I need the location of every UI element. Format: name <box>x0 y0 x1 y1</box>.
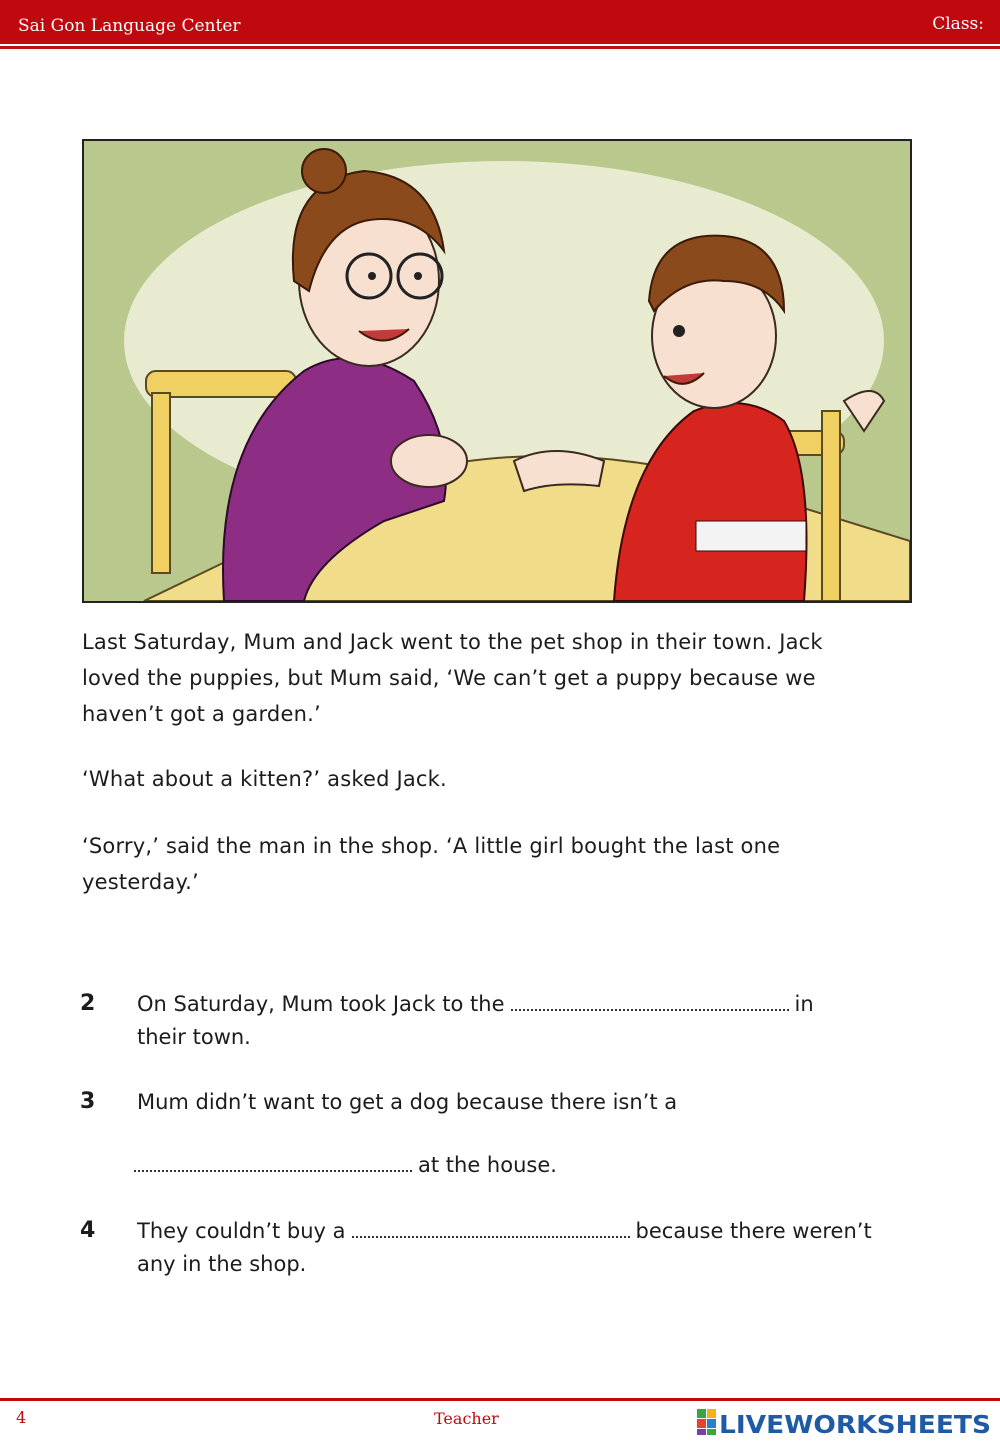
question-text: Mum didn’t want to get a dog because there isn’t a <box>137 1090 678 1114</box>
page-number: 4 <box>16 1408 27 1427</box>
teacher-label: Teacher <box>434 1409 499 1428</box>
header-bar <box>0 0 1000 44</box>
question-3 <box>137 1086 897 1119</box>
story-paragraph-1 <box>82 624 882 732</box>
question-text: They couldn’t buy a <box>137 1219 346 1243</box>
question-number: 2 <box>80 991 96 1016</box>
liveworksheets-logo-icon <box>697 1405 993 1437</box>
illustration-svg <box>84 141 910 601</box>
story-line: yesterday.’ <box>82 870 199 894</box>
answer-blank[interactable] <box>352 1216 630 1238</box>
center-name: Sai Gon Language Center <box>18 16 241 36</box>
question-text: any in the shop. <box>137 1252 307 1276</box>
story-line: ‘What about a kitten?’ asked Jack. <box>82 767 447 791</box>
question-text: at the house. <box>418 1153 557 1177</box>
question-text: because there weren’t <box>635 1219 872 1243</box>
answer-blank[interactable] <box>134 1150 412 1172</box>
story-line: haven’t got a garden.’ <box>82 702 321 726</box>
story-line: loved the puppies, but Mum said, ‘We can’t get a puppy because we <box>82 666 816 690</box>
question-text: their town. <box>137 1025 251 1049</box>
question-2 <box>137 988 897 1054</box>
story-illustration <box>82 139 912 603</box>
question-4 <box>137 1215 897 1281</box>
question-text: On Saturday, Mum took Jack to the <box>137 992 505 1016</box>
question-text: in <box>794 992 814 1016</box>
header-divider <box>0 46 1000 49</box>
svg-text:LIVEWORKSHEETS: LIVEWORKSHEETS <box>719 1410 991 1437</box>
question-number: 4 <box>80 1218 96 1243</box>
story-line: ‘Sorry,’ said the man in the shop. ‘A little girl bought the last one <box>82 834 781 858</box>
question-3-continued <box>134 1149 894 1182</box>
story-line: Last Saturday, Mum and Jack went to the pet shop in their town. Jack <box>82 630 823 654</box>
footer-divider <box>0 1398 1000 1401</box>
story-paragraph-3 <box>82 828 882 900</box>
story-paragraph-2 <box>82 761 882 797</box>
liveworksheets-logo <box>697 1405 993 1437</box>
question-number: 3 <box>80 1089 96 1114</box>
answer-blank[interactable] <box>511 989 789 1011</box>
class-label: Class: <box>932 14 984 34</box>
